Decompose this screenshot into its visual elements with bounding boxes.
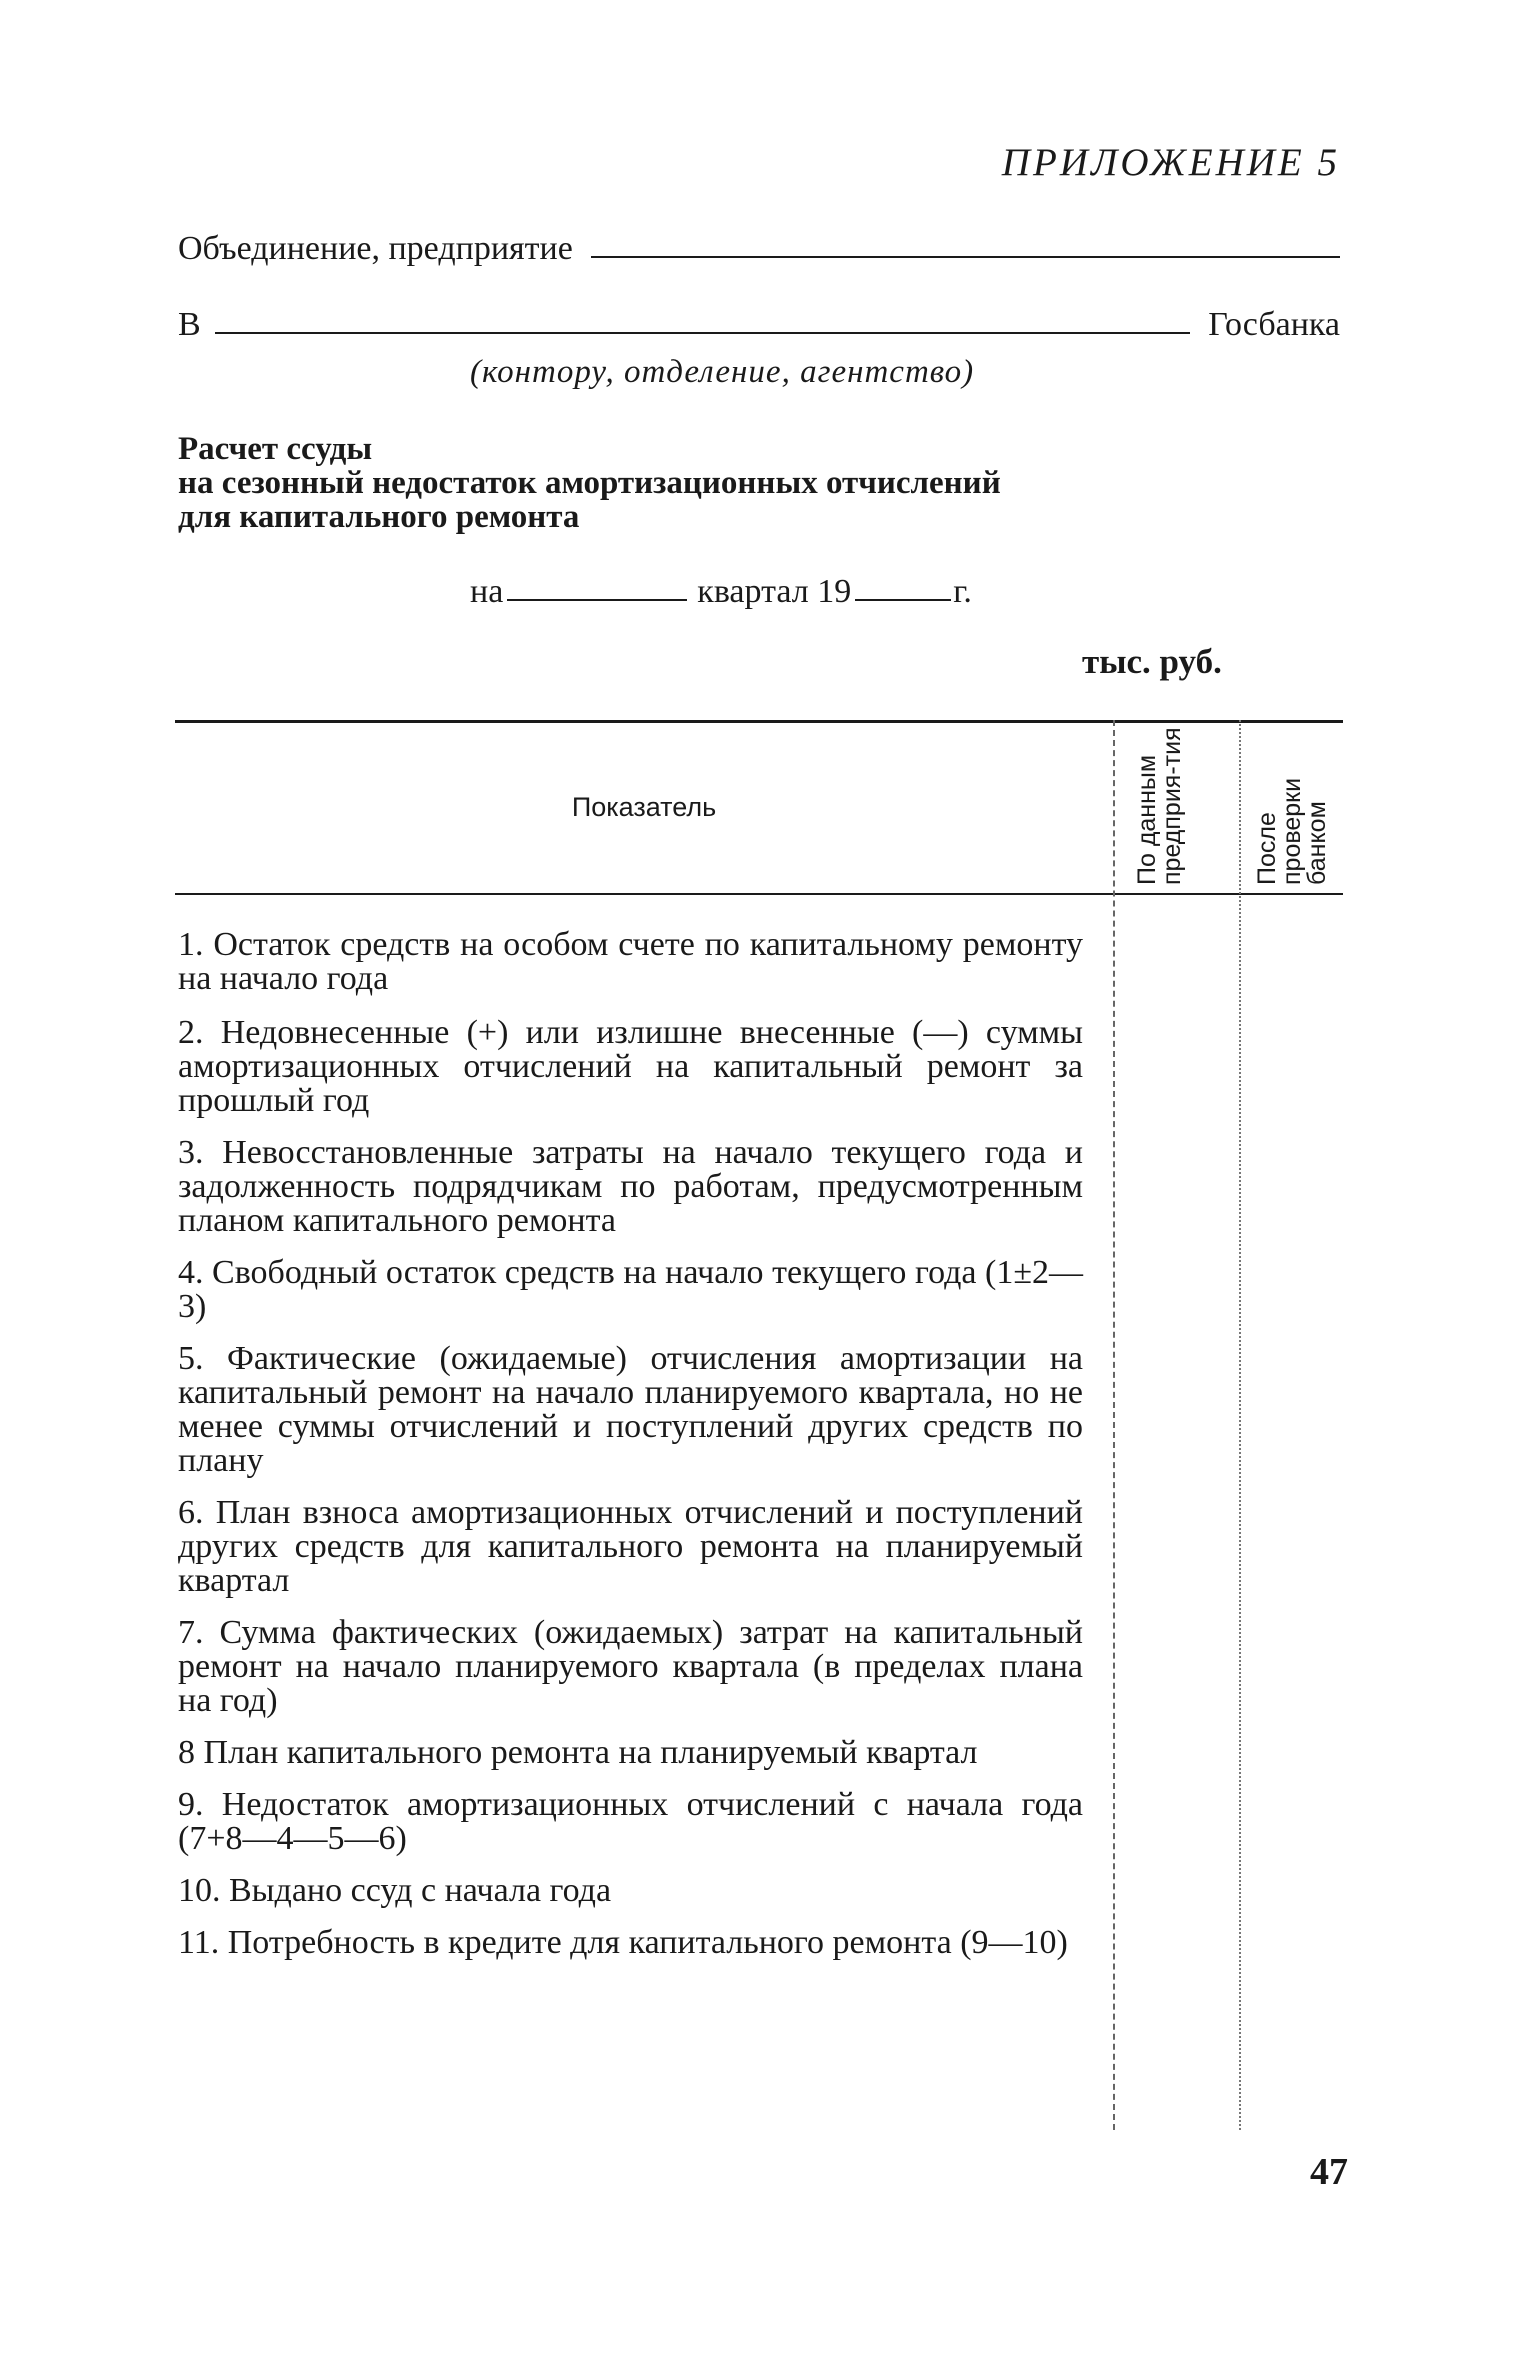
table-row: 4. Свободный остаток средств на начало текущего года (1±2—3) <box>178 1254 1083 1325</box>
table-row: 11. Потребность в кредите для капитального ремонта (9—10) <box>178 1924 1068 1961</box>
table-row: 10. Выдано ссуд с начала года <box>178 1872 612 1909</box>
table-row: 8 План капитального ремонта на планируемый квартал <box>178 1734 978 1771</box>
quarter-blank-line <box>507 599 687 601</box>
table-row: 2. Недовнесенные (+) или излишне внесенные (—) суммы амортизационных отчислений на капитальный ремонт за прошлый год <box>178 1014 1083 1119</box>
table-row: 3. Невосстановленные затраты на начало текущего года и задолженность подрядчикам по работам, предусмотренным планом капитального ремонта <box>178 1134 1083 1239</box>
bank-field <box>178 306 1340 344</box>
column-header-indicator: Показатель <box>571 792 717 822</box>
period-suffix: г. <box>953 573 972 610</box>
title-line-3: для капитального ремонта <box>178 499 580 535</box>
bank-prefix: В <box>178 306 201 343</box>
column-header-bank: После проверки банком <box>1253 777 1331 885</box>
period-field <box>470 573 972 611</box>
bank-blank-line <box>215 332 1191 334</box>
units-label: тыс. руб. <box>1082 642 1222 681</box>
table-top-rule <box>175 720 1343 723</box>
column-header-enterprise: По данным предприя-тия <box>1133 727 1186 885</box>
org-blank-line <box>591 256 1340 258</box>
table-row: 5. Фактические (ожидаемые) отчисления амортизации на капитальный ремонт на начало планируемого квартала, но не менее суммы отчислений и поступлений других средств по плану <box>178 1340 1083 1479</box>
table-row: 6. План взноса амортизационных отчислений и поступлений других средств для капитального ремонта на планируемый квартал <box>178 1494 1083 1599</box>
bank-hint: (контору, отделение, агентство) <box>470 354 975 390</box>
column-divider-2 <box>1239 720 1241 2130</box>
table-row: 9. Недостаток амортизационных отчислений с начала года (7+8—4—5—6) <box>178 1786 1083 1857</box>
period-prefix: на <box>470 573 504 610</box>
title-line-2: на сезонный недостаток амортизационных отчислений <box>178 465 1001 501</box>
period-middle: квартал 19 <box>697 573 852 610</box>
title-line-1: Расчет ссуды <box>178 431 373 467</box>
org-label: Объединение, предприятие <box>178 230 573 267</box>
indicator-list <box>178 928 1083 1978</box>
table-header-rule <box>175 893 1343 895</box>
bank-suffix: Госбанка <box>1208 306 1340 343</box>
table-row: 7. Сумма фактических (ожидаемых) затрат на капитальный ремонт на начало планируемого квартала (в пределах плана на год) <box>178 1614 1083 1719</box>
column-divider-1 <box>1113 720 1115 2130</box>
org-field <box>178 230 1340 268</box>
year-blank-line <box>855 599 951 601</box>
table-row: 1. Остаток средств на особом счете по капитальному ремонту на начало года <box>178 926 1083 997</box>
document-title <box>178 432 1001 534</box>
page-number: 47 <box>1310 2151 1348 2193</box>
appendix-label: ПРИЛОЖЕНИЕ 5 <box>1001 141 1340 184</box>
